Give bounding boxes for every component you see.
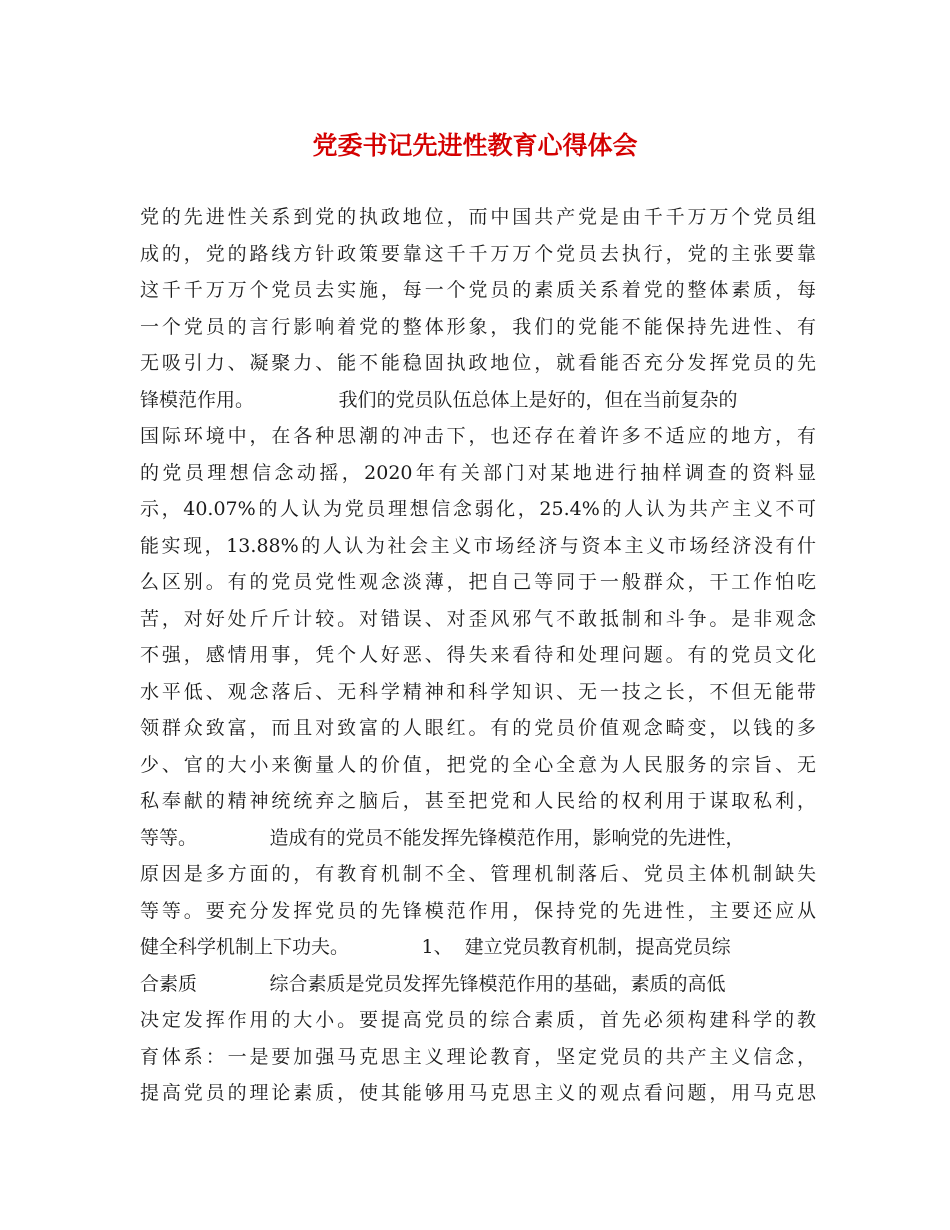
body-line: 等等。要充分发挥党员的先锋模范作用，保持党的先进性，主要还应从 — [140, 899, 816, 922]
body-line: 一个党员的言行影响着党的整体形象，我们的党能不能保持先进性、有 — [140, 315, 816, 338]
body-line: 能实现，13.88%的人认为社会主义市场经济与资本主义市场经济没有什 — [140, 534, 816, 557]
body-line: 示，40.07%的人认为党员理想信念弱化，25.4%的人认为共产主义不可 — [140, 498, 816, 520]
body-line: 水平低、观念落后、无科学精神和科学知识、无一技之长，不但无能带 — [140, 680, 816, 703]
body-line: 不强，感情用事，凭个人好恶、得失来看待和处理问题。有的党员文化 — [140, 644, 816, 666]
body-line: 等等。 造成有的党员不能发挥先锋模范作用，影响党的先进性， — [140, 826, 745, 849]
body-line: 原因是多方面的，有教育机制不全、管理机制落后、党员主体机制缺失 — [140, 863, 816, 885]
document-body — [140, 199, 816, 1112]
body-line: 少、官的大小来衡量人的价值，把党的全心全意为人民服务的宗旨、无 — [140, 753, 816, 776]
body-line: 的党员理想信念动摇，2020年有关部门对某地进行抽样调查的资料显 — [140, 461, 816, 484]
body-line: 么区别。有的党员党性观念淡薄，把自己等同于一般群众，干工作怕吃 — [140, 571, 816, 593]
body-line: 私奉献的精神统统弃之脑后，甚至把党和人民给的权利用于谋取私利， — [140, 790, 816, 812]
body-line: 领群众致富，而且对致富的人眼红。有的党员价值观念畸变，以钱的多 — [140, 717, 816, 739]
body-line: 育体系：一是要加强马克思主义理论教育，坚定党员的共产主义信念， — [140, 1045, 816, 1068]
body-line: 这千千万万个党员去实施，每一个党员的素质关系着党的整体素质，每 — [140, 279, 816, 301]
body-line: 提高党员的理论素质，使其能够用马克思主义的观点看问题，用马克思 — [140, 1082, 816, 1104]
body-line: 苦，对好处斤斤计较。对错误、对歪风邪气不敢抵制和斗争。是非观念 — [140, 607, 816, 630]
body-line: 党的先进性关系到党的执政地位，而中国共产党是由千千万万个党员组 — [140, 206, 816, 228]
document-title: 党委书记先进性教育心得体会 — [312, 131, 638, 160]
body-line: 决定发挥作用的大小。要提高党员的综合素质，首先必须构建科学的教 — [140, 1009, 816, 1031]
body-line: 锋模范作用。 我们的党员队伍总体上是好的，但在当前复杂的 — [140, 388, 738, 411]
body-line: 健全科学机制上下功夫。 1、 建立党员教育机制，提高党员综 — [140, 936, 731, 958]
body-line: 成的，党的路线方针政策要靠这千千万万个党员去执行，党的主张要靠 — [140, 242, 816, 265]
body-line: 合素质 综合素质是党员发挥先锋模范作用的基础，素质的高低 — [140, 972, 726, 995]
body-line: 无吸引力、凝聚力、能不能稳固执政地位，就看能否充分发挥党员的先 — [140, 352, 816, 374]
body-line: 国际环境中，在各种思潮的冲击下，也还存在着许多不适应的地方，有 — [140, 425, 816, 447]
